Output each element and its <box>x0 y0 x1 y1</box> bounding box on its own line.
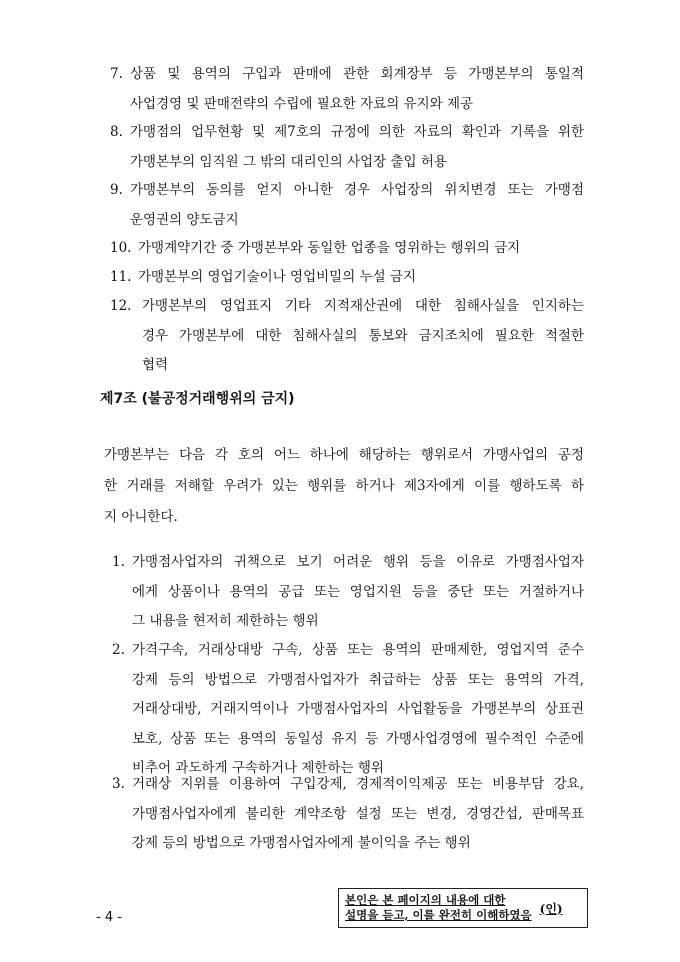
item-line: 강제 등의 방법으로 가맹점사업자에게 불이익을 주는 행위 <box>132 835 471 851</box>
item-line: 상품 및 용역의 구입과 판매에 관한 회계장부 등 가맹본부의 통일적 <box>130 66 584 82</box>
item-line: 사업경영 및 판매전략의 수립에 필요한 자료의 유지와 제공 <box>130 95 474 112</box>
item-line: 협력 <box>142 357 169 373</box>
item-line: 가격구속, 거래상대방 구속, 상품 또는 용역의 판매제한, 영업지역 준수 <box>132 642 584 658</box>
list-item <box>112 636 584 784</box>
item-number: 1. <box>112 554 125 570</box>
item-number: 2. <box>112 642 125 658</box>
item-number: 8. <box>110 124 123 140</box>
list-item <box>110 118 584 177</box>
item-line: 가맹점사업자에게 불리한 계약조항 설정 또는 변경, 경영간섭, 판매목표 <box>132 805 584 822</box>
item-line: 가맹본부의 동의를 얻지 아니한 경우 사업장의 위치변경 또는 가맹점 <box>130 182 584 198</box>
item-number: 12. <box>110 298 132 314</box>
item-line: 가맹본부의 임직원 그 밖의 대리인의 사업장 출입 허용 <box>130 153 447 170</box>
item-number: 9. <box>110 182 123 198</box>
item-number: 11. <box>110 269 132 285</box>
item-line: 경우 가맹본부에 대한 침해사실의 통보와 금지조치에 필요한 적절한 <box>142 327 584 344</box>
item-line: 거래상 지위를 이용하여 구입강제, 경제적이익제공 또는 비용부담 강요, <box>132 776 584 792</box>
seal-mark: (인) <box>539 901 563 916</box>
item-number: 7. <box>110 66 123 82</box>
item-line: 에게 상품이나 용역의 공급 또는 영업지원 등을 중단 또는 거절하거나 <box>132 583 584 600</box>
list-item <box>110 234 584 264</box>
item-line: 가맹계약기간 중 가맹본부와 동일한 업종을 영위하는 행위의 금지 <box>138 240 521 256</box>
item-line: 가맹본부의 영업기술이나 영업비밀의 누설 금지 <box>138 269 416 285</box>
confirmation-line: 설명을 듣고, 이를 완전히 이해하였음 <box>345 908 532 922</box>
list-item <box>112 770 584 859</box>
item-line: 그 내용을 현저히 제한하는 행위 <box>132 613 319 629</box>
item-number: 3. <box>112 776 125 792</box>
article-intro <box>104 440 584 533</box>
intro-line: 한 거래를 저해할 우려가 있는 행위를 하거나 제3자에게 이를 행하도록 하 <box>104 478 584 494</box>
confirmation-box <box>338 888 588 928</box>
intro-line: 가맹본부는 다음 각 호의 어느 하나에 해당하는 행위로서 가맹사업의 공정 <box>104 447 584 463</box>
item-line: 가맹점의 업무현황 및 제7호의 규정에 의한 자료의 확인과 기록을 위한 <box>130 124 584 140</box>
item-line: 비추어 과도하게 구속하거나 제한하는 행위 <box>132 760 384 776</box>
list-item <box>110 263 584 293</box>
article-heading: 제7조 (불공정거래행위의 금지) <box>100 391 295 407</box>
item-line: 보호, 상품 또는 용역의 동일성 유지 등 가맹사업경영에 필수적인 수준에 <box>132 730 584 747</box>
list-item <box>110 292 584 381</box>
confirmation-text <box>345 893 532 923</box>
list-item <box>110 176 584 235</box>
item-line: 운영권의 양도금지 <box>130 211 239 228</box>
item-line: 강제 등의 방법으로 가맹점사업자가 취급하는 상품 또는 용역의 가격, <box>132 671 584 688</box>
item-line: 거래상대방, 거래지역이나 가맹점사업자의 사업활동을 가맹본부의 상표권 <box>132 701 584 717</box>
intro-line: 지 아니한다. <box>104 509 178 525</box>
list-item <box>112 548 584 637</box>
item-number: 10. <box>110 240 132 256</box>
item-line: 가맹본부의 영업표지 기타 지적재산권에 대한 침해사실을 인지하는 <box>142 298 584 314</box>
item-line: 가맹점사업자의 귀책으로 보기 어려운 행위 등을 이유로 가맹점사업자 <box>132 554 584 570</box>
page-number: - 4 - <box>96 910 122 925</box>
list-item <box>110 60 584 119</box>
confirmation-line: 본인은 본 페이지의 내용에 대한 <box>345 893 506 907</box>
